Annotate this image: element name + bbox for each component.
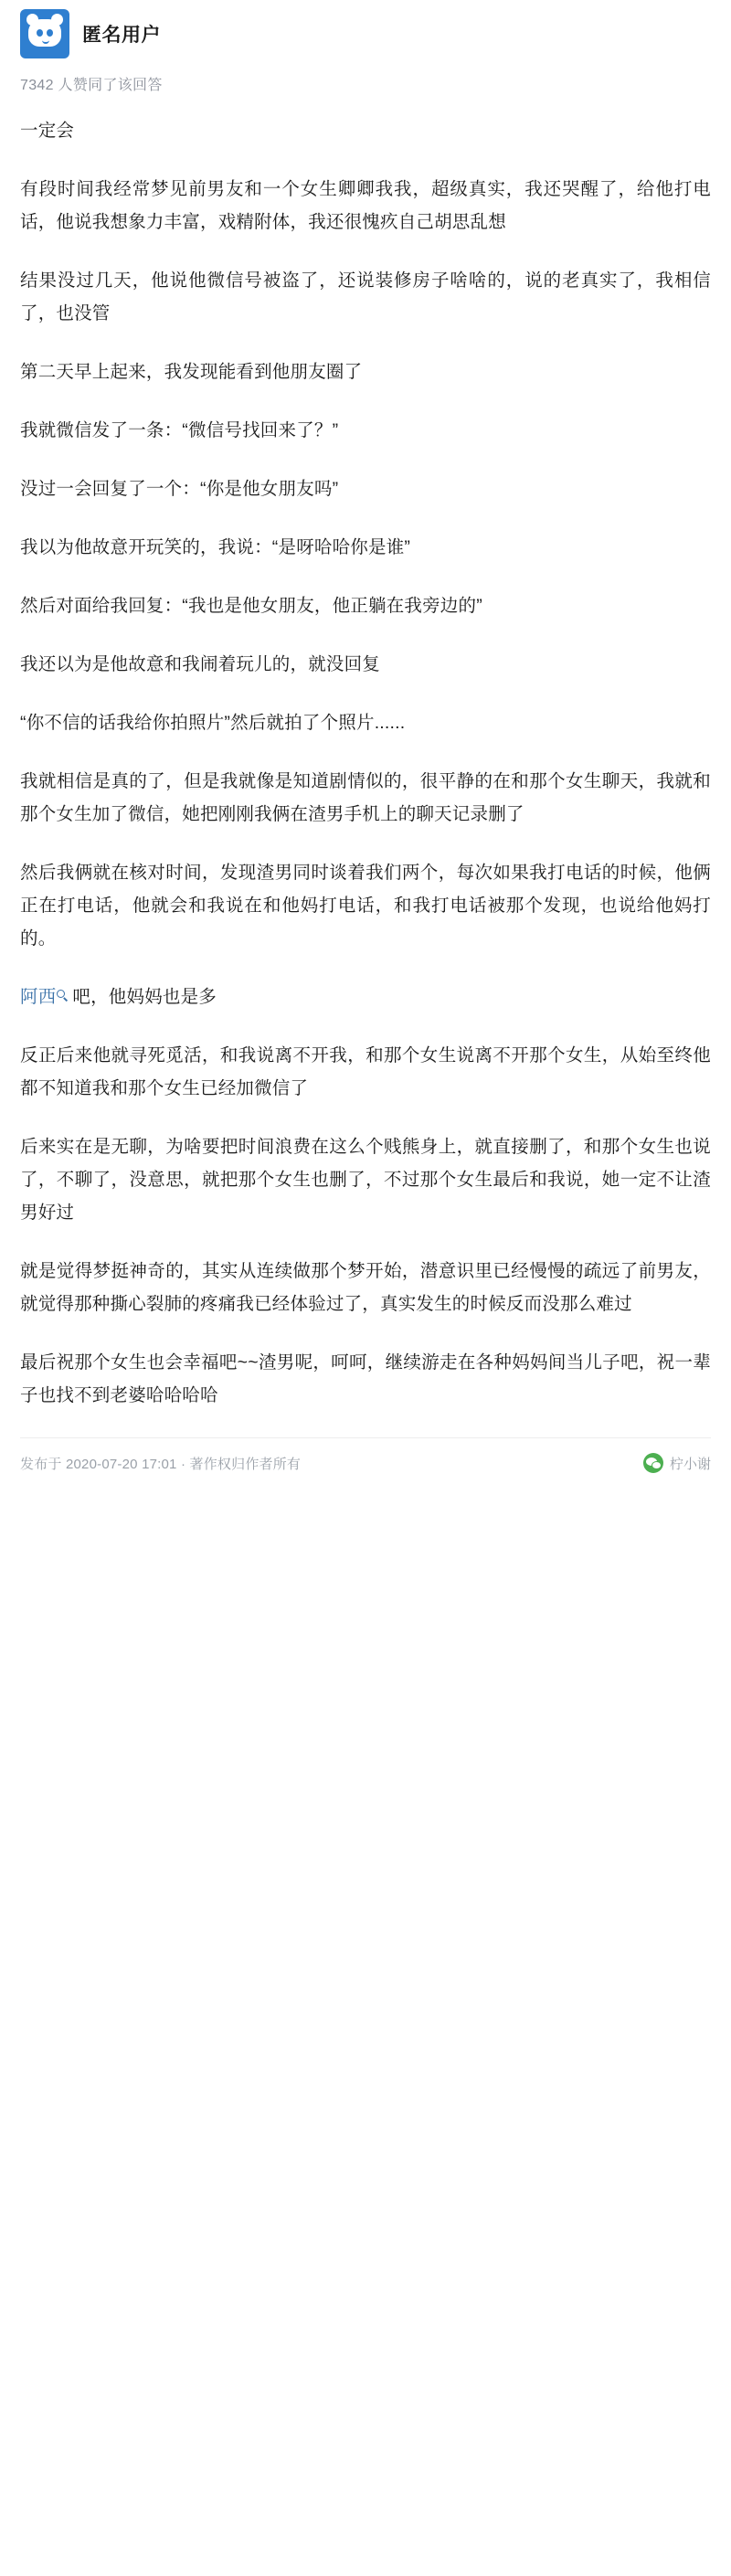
paragraph-with-search-link (20, 981, 711, 1013)
footer-account-name: 柠小谢 (669, 1456, 711, 1472)
paragraph: 后来实在是无聊，为啥要把时间浪费在这么个贱熊身上，就直接删了，和那个女生也说了，不聊了，没意思，就把那个女生也删了，不过那个女生最后和我说，她一定不让渣男好过 (20, 1137, 711, 1223)
paragraph: 第二天早上起来，我发现能看到他朋友圈了 (20, 362, 363, 382)
paragraph: 然后对面给我回复：“我也是他女朋友，他正躺在我旁边的” (20, 596, 482, 616)
avatar-eye-left (37, 29, 43, 37)
author-name[interactable]: 匿名用户 (82, 25, 161, 46)
paragraph: 没过一会回复了一个：“你是他女朋友吗” (20, 479, 339, 499)
vote-count-text: 7342 人赞同了该回答 (20, 78, 163, 93)
author-row (20, 0, 711, 58)
paragraph-rest-text: 吧，他妈妈也是多 (72, 987, 217, 1007)
paragraph: “你不信的话我给你拍照片”然后就拍了个照片...... (20, 713, 406, 733)
avatar-eye-right (47, 29, 53, 37)
paragraph: 就是觉得梦挺神奇的，其实从连续做那个梦开始，潜意识里已经慢慢的疏远了前男友，就觉得那种撕心裂肺的疼痛我已经体验过了，真实发生的时候反而没那么难过 (20, 1261, 711, 1314)
paragraph: 有段时间我经常梦见前男友和一个女生卿卿我我，超级真实，我还哭醒了，给他打电话，他说我想象力丰富，戏精附体，我还很愧疚自己胡思乱想 (20, 179, 711, 232)
inline-search-link-label: 阿西 (20, 987, 57, 1007)
wechat-icon[interactable] (643, 1453, 663, 1473)
paragraph: 我以为他故意开玩笑的，我说：“是呀哈哈你是谁” (20, 537, 411, 557)
paragraph: 我就微信发了一条：“微信号找回来了？” (20, 420, 339, 440)
paragraph: 结果没过几天，他说他微信号被盗了，还说装修房子啥啥的，说的老真实了，我相信了，也没管 (20, 270, 711, 323)
paragraph: 我还以为是他故意和我闹着玩儿的，就没回复 (20, 654, 381, 674)
search-icon-handle (64, 997, 69, 1002)
paragraph: 我就相信是真的了，但是我就像是知道剧情似的，很平静的在和那个女生聊天，我就和那个女生加了微信，她把刚刚我俩在渣男手机上的聊天记录删了 (20, 771, 711, 824)
paragraph: 然后我俩就在核对时间，发现渣男同时谈着我们两个，每次如果我打电话的时候，他俩正在打电话，他就会和我说在和他妈打电话，和我打电话被那个发现，也说给他妈打的。 (20, 863, 711, 949)
paragraph: 最后祝那个女生也会幸福吧~~渣男呢，呵呵，继续游走在各种妈妈间当儿子吧，祝一辈子也找不到老婆哈哈哈哈 (20, 1352, 711, 1405)
paragraph: 一定会 (20, 121, 75, 141)
footer-bar (20, 1437, 711, 1486)
inline-search-link[interactable] (20, 987, 72, 1007)
paragraph: 反正后来他就寻死觅活，和我说离不开我，和那个女生说离不开那个女生，从始至终他都不知道我和那个女生已经加微信了 (20, 1045, 711, 1098)
wechat-icon-bubble-small (652, 1461, 662, 1469)
anonymous-user-avatar-icon[interactable] (20, 9, 69, 58)
search-icon[interactable] (57, 990, 69, 1002)
answer-content (20, 114, 711, 1412)
footer-account[interactable] (643, 1453, 711, 1473)
publish-info: 发布于 2020-07-20 17:01 · 著作权归作者所有 (20, 1456, 302, 1472)
